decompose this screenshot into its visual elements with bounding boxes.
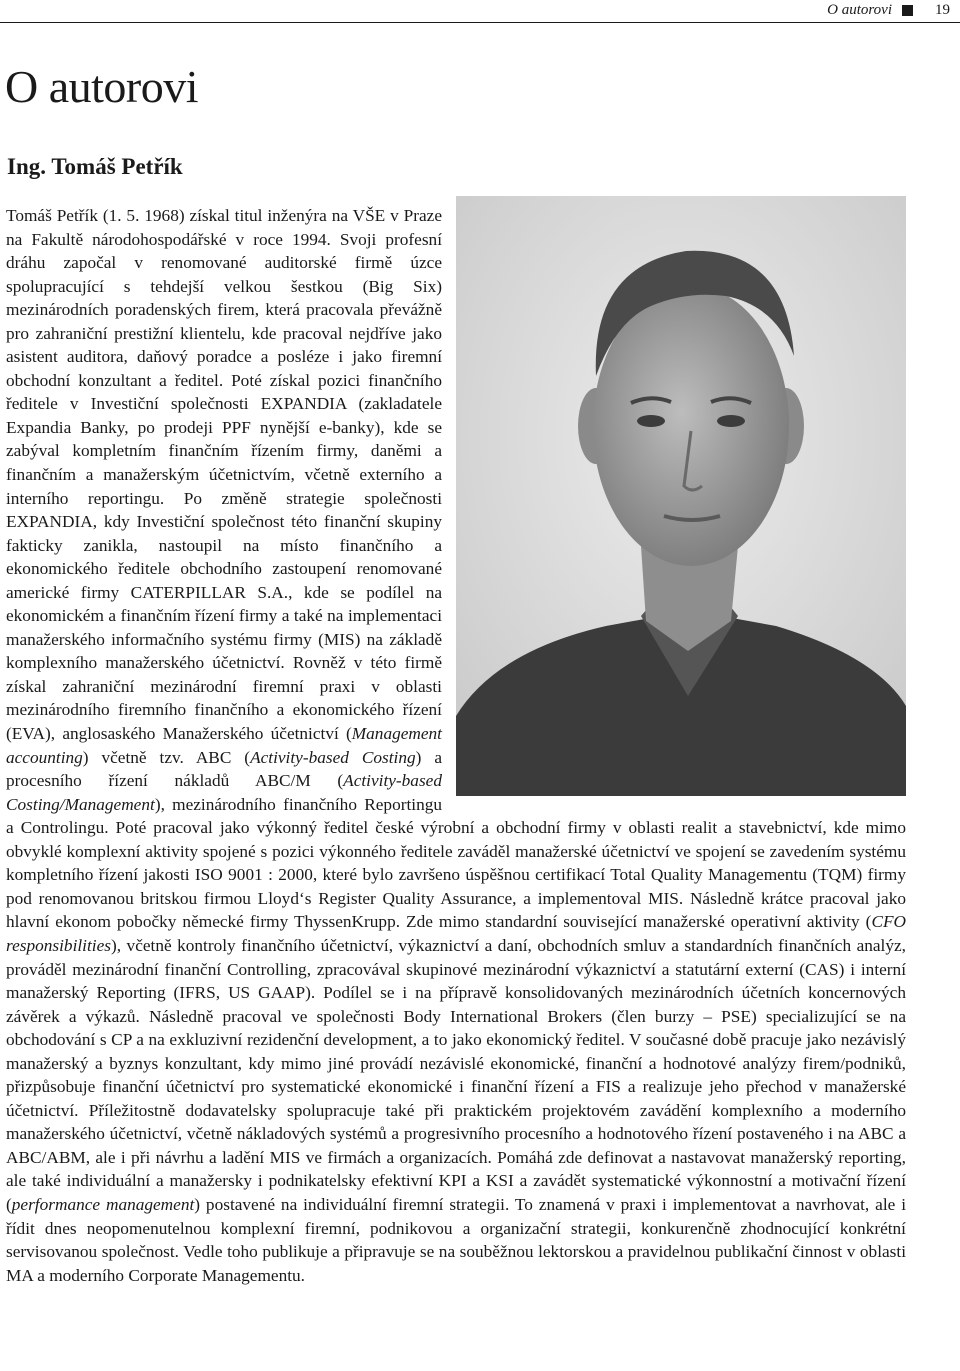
biography-part-2: ) včetně tzv. ABC ( xyxy=(82,747,251,767)
running-header xyxy=(827,2,950,19)
portrait-illustration xyxy=(456,196,906,796)
biography-part-6: ) postavené na individuální firemní strategii. To znamená v praxi i implementovat a navrhovat, ale i řídit dnes neopomenutelnou komplexní firemní, podnikovou a organizační strategii, konkurenčně zhodnocující konkrétní servisovanou společnost. Vedle toho publikuje a připravuje se na souběžnou lektorskou a pravidelnou publikační činnost v oblasti MA a moderního Corporate Managementu. xyxy=(6,1194,906,1285)
biography-italic-2: Activity-based Costing xyxy=(250,747,416,767)
biography-part-3: ) a procesního řízení nákladů ABC/M ( xyxy=(6,747,442,791)
biography-italic-1: Management accounting xyxy=(6,724,442,767)
author-portrait-photo xyxy=(456,196,906,796)
page-title: O autorovi xyxy=(5,61,199,112)
biography-part-1: Tomáš Petřík (1. 5. 1968) získal titul inženýra na VŠE v Praze na Fakultě národohospodářské v roce 1994. Svoji profesní dráhu započal v renomované auditorské firmě úzce spolupracující s tehdejší velkou šestkou (Big Six) mezinárodních poradenských firem, která pracovala převážně pro zahraniční prestižní klientelu, kde pracoval nejdříve jako asistent auditora, daňový poradce a posléze i jako firemní obchodní konzultant a ředitel. Poté získal pozici finančního ředitele v Investiční společnosti EXPANDIA (zakladatele Expandia Banky, po prodeji PPF nynější e-banky), kde se zabýval kompletním finančním řízením firmy, daněmi a finančním a manažerským účetnictvím, včetně externího a interního reportingu. Po změně strategie společnosti EXPANDIA, kdy Investiční společnost této finanční skupiny fakticky zanikla, nastoupil na místo finančního a ekonomického ředitele obchodního zastoupení renomované americké firmy CATERPILLAR S.A., kde se podílel na ekonomickém a finančním řízení firmy a také na implementaci manažerského informačního systému firmy (MIS) na základě komplexního manažerského účetnictví. Rovněž v této firmě získal zahraniční mezinárodní firemní praxi v oblasti mezinárodního firemního finančního a ekonomického řízení (EVA), anglosaského Manažerského účetnictví ( xyxy=(6,206,442,744)
biography-italic-3: Activity-based Costing/Management xyxy=(6,771,442,814)
square-bullet-icon xyxy=(902,5,913,16)
biography-part-5: ), včetně kontroly finančního účetnictví, výkaznictví a daní, obchodních smluv a standardních finančních analýz, prováděl mezinárodní finanční Controlling, zpracovával skupinové mezinárodní výkaznictví a statutární externí (CAS) i interní manažerský Reporting (IFRS, US GAAP). Podílel se i na přípravě konsolidovaných mezinárodních účetních koncernových závěrek a výkazů. Následně pracoval ve společnosti Body International Brokers (člen burzy – PSE) specializující se na obchodování s CP a na exkluzivní rezidenční development, a to jako ekonomický ředitel. V současné době pracuje jako nezávislý manažerský a byznys konzultant, kdy mimo jiné provádí nezávislé ekonomické, finanční a hodnotové analýzy firem/podniků, přizpůsobuje finanční účetnictví pro systematické ekonomické i finanční řízení a FIS a realizuje jeho přechod v manažerské účetnictví. Příležitostně dodavatelsky spolupracuje také při praktickém projektovém zavádění komplexního a moderního manažerského účetnictví, včetně nákladových systémů a progresivního procesního a hodnotového řízení postaveného i na ABC a ABC/ABM, ale i při návrhu a ladění MIS ve firmách a organizacích. Pomáhá zde definovat a nastavovat manažerský reporting, ale také individuální a manažersky i podnikatelsky efektivní KPI a KSI a zavádět systematické výkonnostní a motivační řízení ( xyxy=(6,935,906,1214)
biography-italic-4: CFO responsibilities xyxy=(6,912,906,955)
author-name: Ing. Tomáš Petřík xyxy=(7,154,183,179)
biography-part-4: ), mezinárodního finančního Reportingu a Controlingu. Poté pracoval jako výkonný ředitel české výrobní a obchodní firmy v oblasti realit a stavebnictví, kde mimo obvyklé komplexní aktivity spojené s pozici výkonného ředitele zaváděl manažerské účetnictví ve spojení se zavedením systému kompletního řízení jakosti ISO 9001 : 2000, které bylo završeno úspěšnou certifikací Total Quality Managementu (TQM) firmy pod renomovanou britskou firmou Lloyd‘s Register Quality Assurance, a implementoval MIS. Následně krátce pracoval jako hlavní ekonom pobočky německé firmy ThyssenKrupp. Zde mimo standardní související manažerské operativní aktivity ( xyxy=(6,794,906,932)
biography-text xyxy=(6,204,906,1287)
page-number: 19 xyxy=(935,2,950,18)
running-header-section: O autorovi xyxy=(827,2,892,18)
header-rule xyxy=(0,22,960,23)
biography-italic-5: performance management xyxy=(11,1194,195,1214)
